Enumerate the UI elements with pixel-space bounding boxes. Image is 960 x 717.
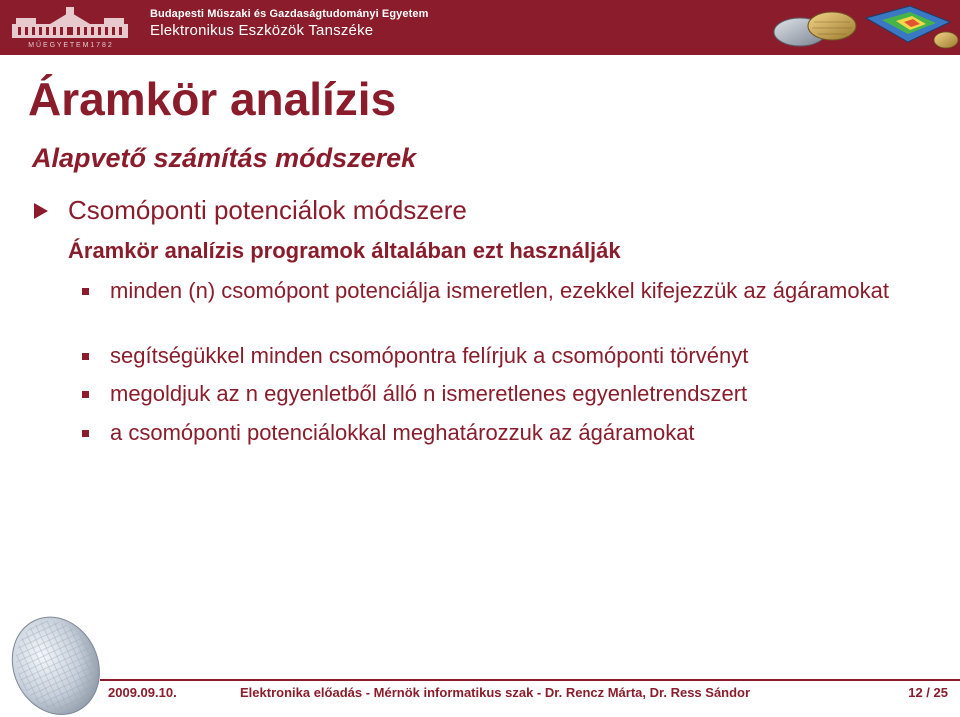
footer-course: Elektronika előadás - Mérnök informatikus szak - Dr. Rencz Márta, Dr. Ress Sándor [240, 685, 751, 700]
list-item-text: a csomóponti potenciálokkal meghatározzuk az ágáramokat [110, 420, 695, 445]
slide-title: Áramkör analízis [28, 73, 397, 125]
level2-heading: Áramkör analízis programok általában ezt használják [68, 238, 621, 263]
microchip-images [770, 0, 960, 55]
square-bullet-icon [82, 288, 89, 295]
page-number: 12 / 25 [908, 685, 948, 700]
university-building-logo [6, 4, 134, 50]
list-item-text: minden (n) csomópont potenciálja ismeretlen, ezekkel kifejezzük az ágáramokat [110, 278, 889, 303]
list-item-text: megoldjuk az n egyenletből álló n ismeretlenes egyenletrendszert [110, 381, 748, 406]
square-bullet-icon [82, 430, 89, 437]
silicon-wafer-image [0, 604, 110, 717]
header-band [0, 0, 960, 55]
footer-date: 2009.09.10. [108, 685, 177, 700]
square-bullet-icon [82, 391, 89, 398]
triangle-bullet-icon [34, 203, 48, 219]
level1-text: Csomóponti potenciálok módszere [68, 195, 467, 225]
university-name: Budapesti Műszaki és Gazdaságtudományi Egyetem [150, 8, 429, 20]
list-item-text: segítségükkel minden csomópontra felírjuk a csomóponti törvényt [110, 343, 749, 368]
logo-caption: M Ű E G Y E T E M 1 7 8 2 [28, 42, 112, 49]
department-name: Elektronikus Eszközök Tanszéke [150, 22, 374, 39]
slide-subtitle: Alapvető számítás módszerek [32, 143, 417, 173]
footer-divider [100, 679, 960, 681]
square-bullet-icon [82, 353, 89, 360]
